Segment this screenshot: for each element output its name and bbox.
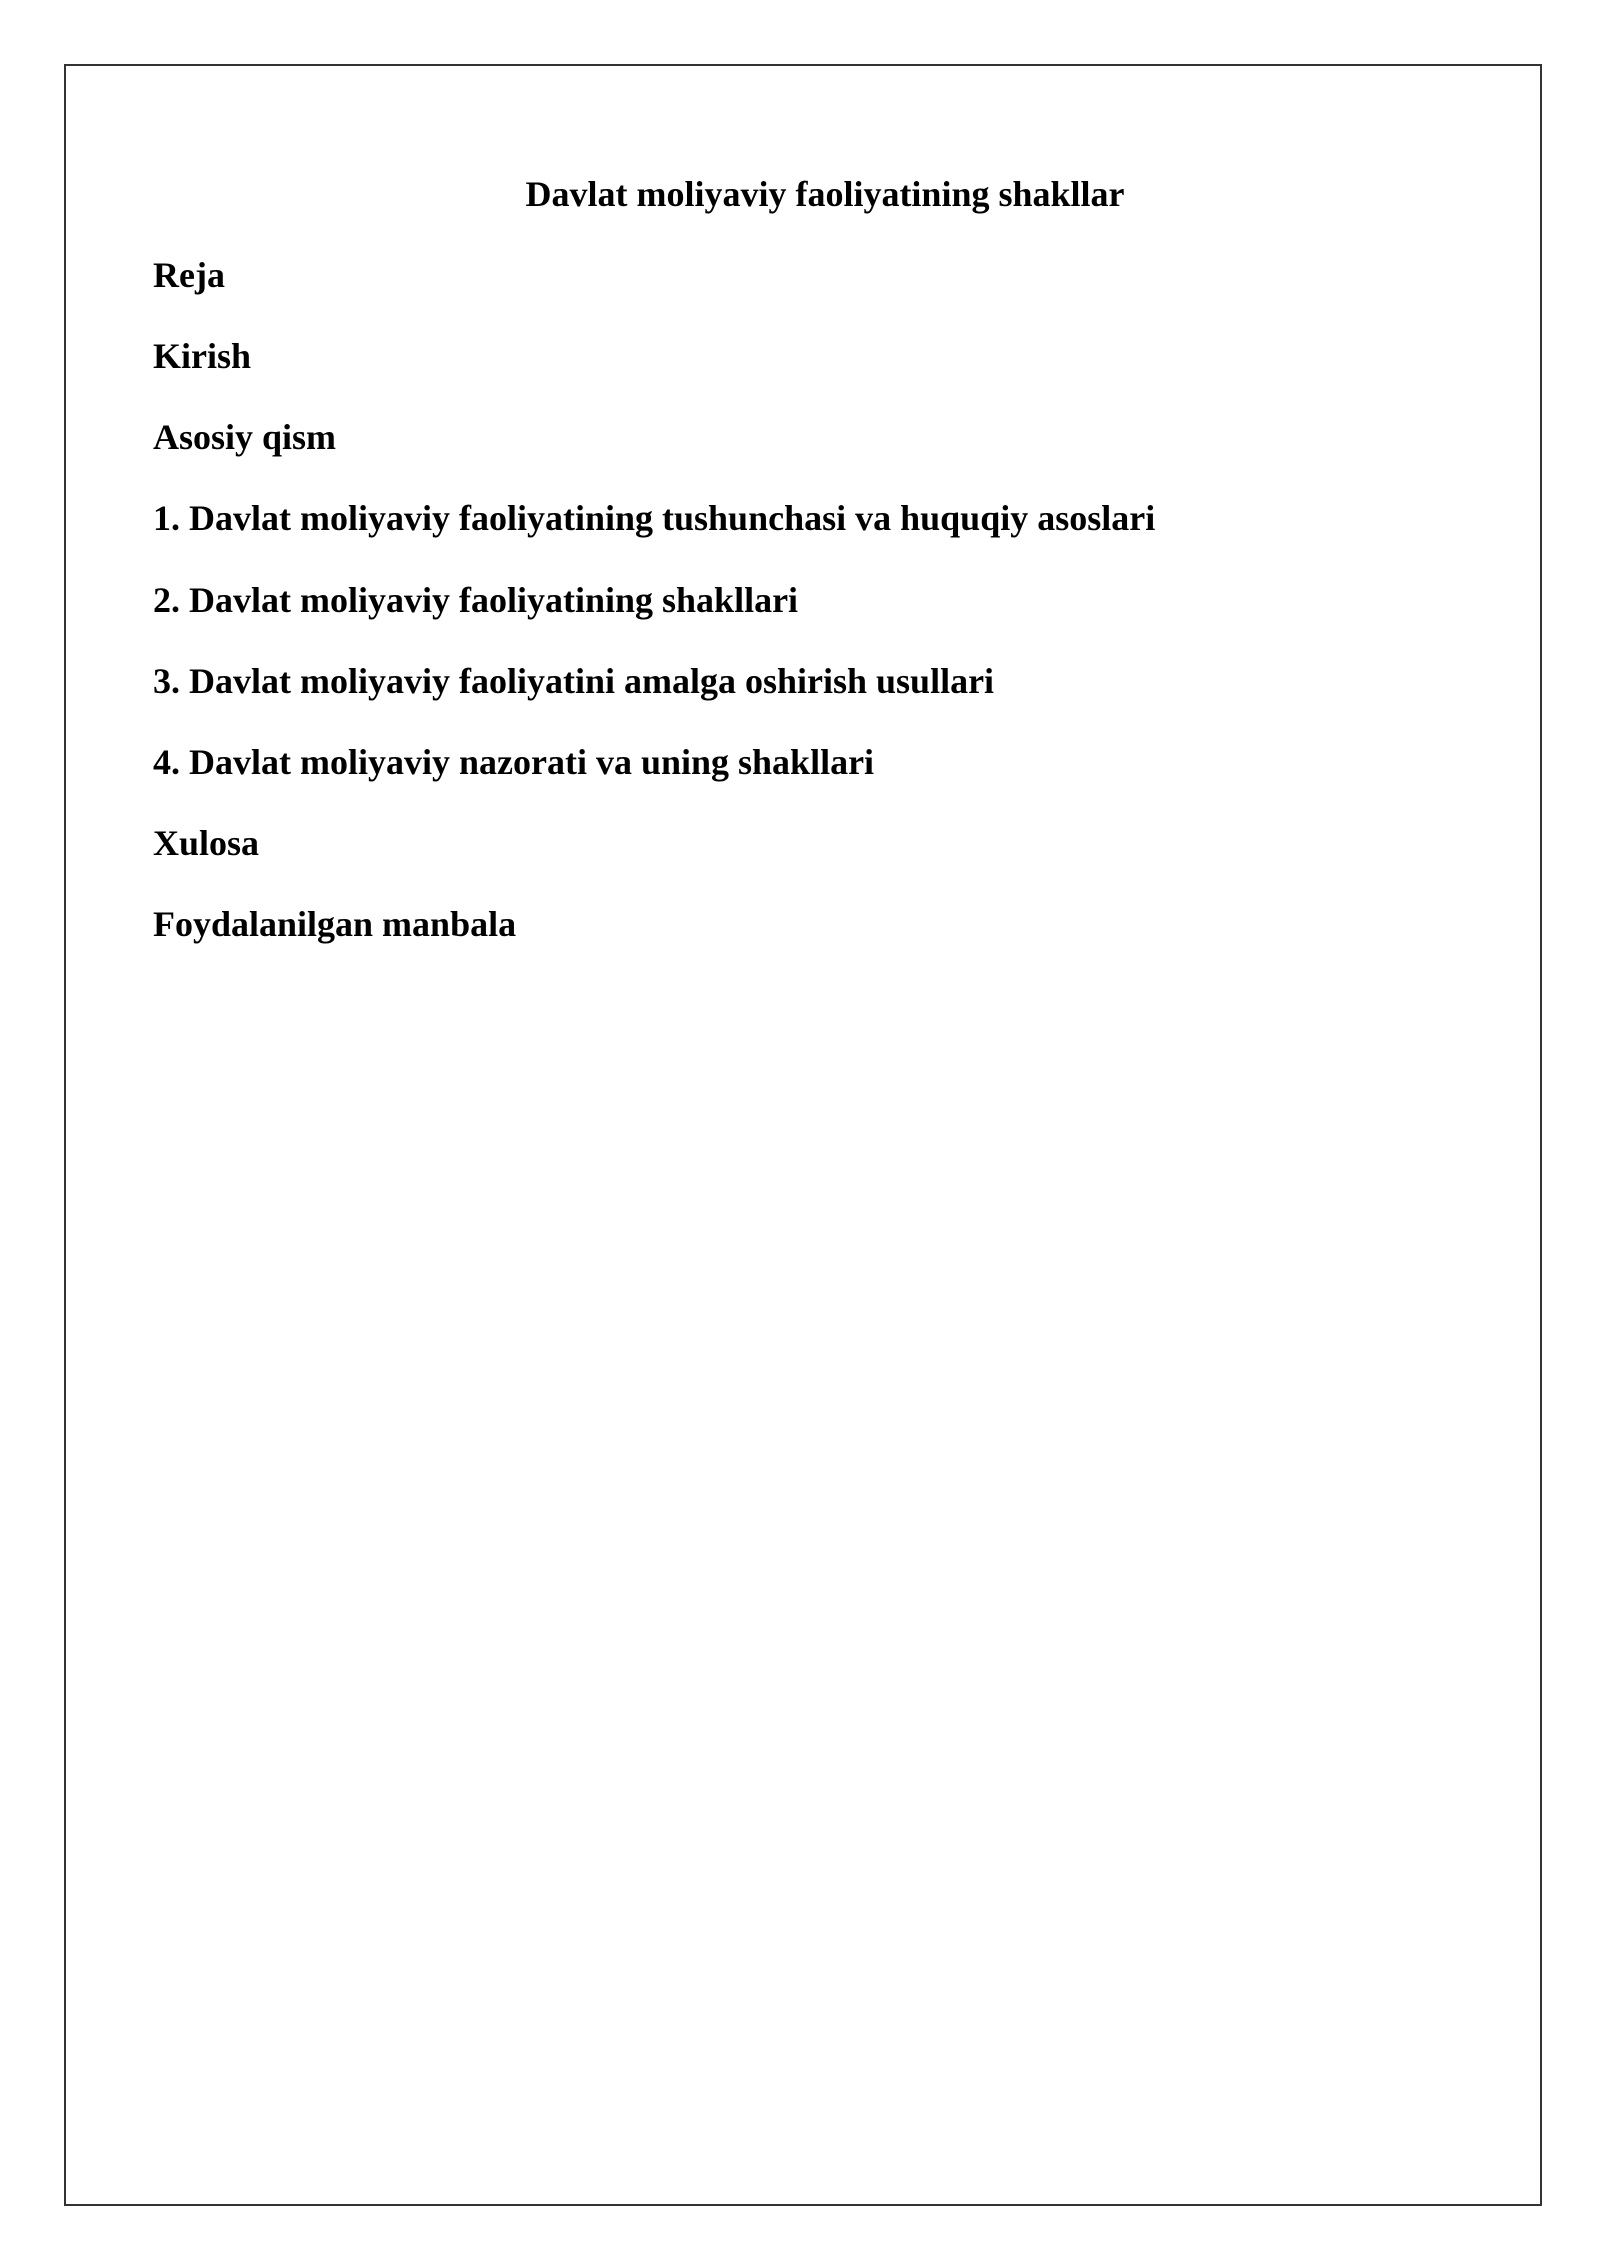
outline-heading-reja: Reja [153, 255, 225, 295]
outline-item-kirish: Kirish [153, 336, 252, 376]
outline-item-1: 1. Davlat moliyaviy faoliyatining tushunchasi va huquqiy asoslari [153, 498, 1156, 538]
outline-item-xulosa: Xulosa [153, 823, 260, 863]
document-title: Davlat moliyaviy faoliyatining shakllar [525, 174, 1125, 214]
outline-item-manbalar: Foydalanilgan manbala [153, 904, 517, 944]
outline-item-4: 4. Davlat moliyaviy nazorati va uning shakllari [153, 742, 875, 782]
outline-item-2: 2. Davlat moliyaviy faoliyatining shakllari [153, 580, 799, 620]
outline-item-asosiy-qism: Asosiy qism [153, 417, 337, 457]
page-border [64, 64, 1542, 2206]
outline-item-3: 3. Davlat moliyaviy faoliyatini amalga oshirish usullari [153, 661, 995, 701]
